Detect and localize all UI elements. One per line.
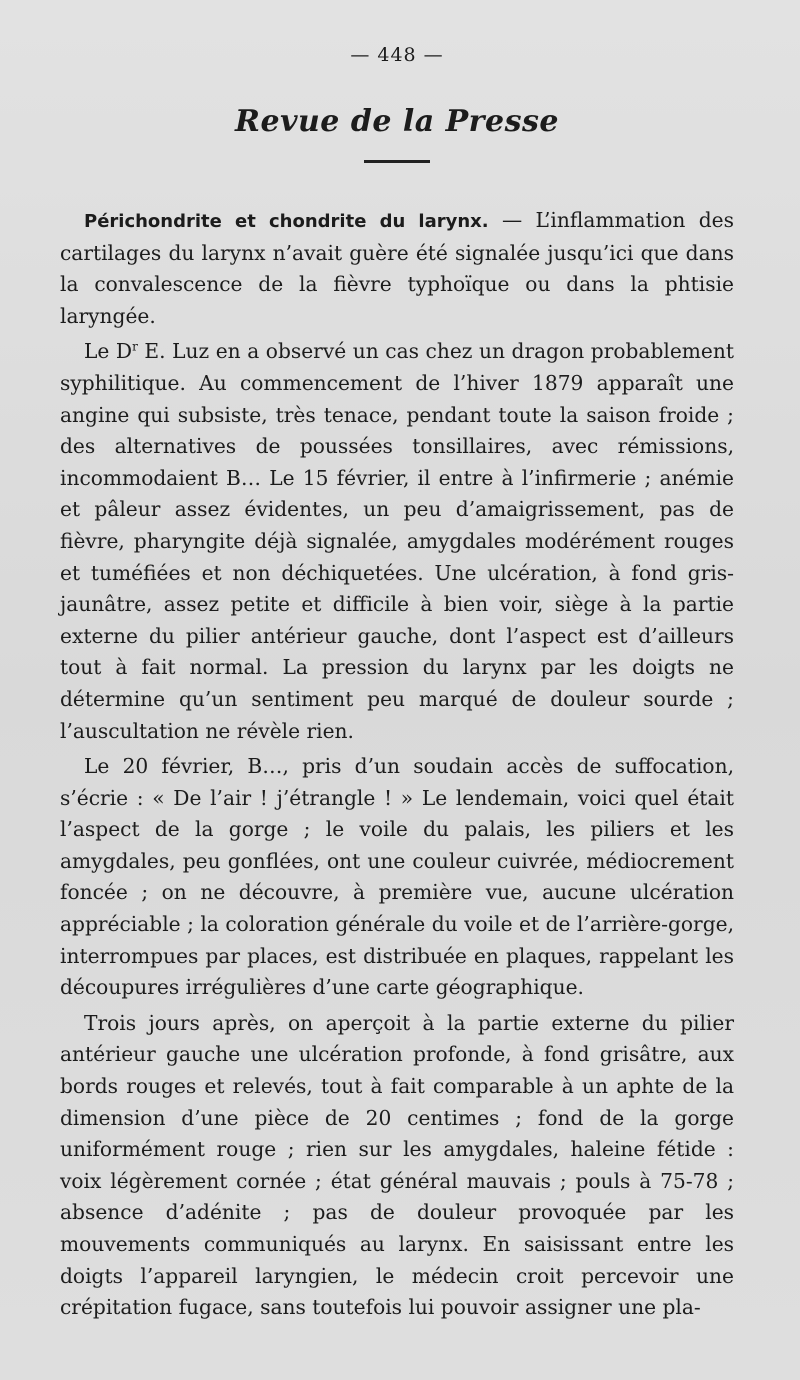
article-paragraph-4: Trois jours après, on aperçoit à la partie externe du pilier antérieur gauche une ulcération profonde, à fond grisâtre, aux bords rouges et relevés, tout à fait comparable à un aphte de la dimension d’une pièce de 20 centimes ; fond de la gorge uniformément rouge ; rien sur les amygdales, haleine fétide : voix légèrement cornée ; état général mauvais ; pouls à 75-78 ; absence d’adénite ; pas de douleur provoquée par les mouvements communiqués au larynx. En saisissant entre les doigts l’appareil laryngien, le médecin croit percevoir une crépitation fugace, sans toutefois lui pouvoir assigner une pla-	[60, 1010, 734, 1320]
article-heading: Périchondrite et chondrite du larynx.	[84, 211, 489, 232]
superscript: r	[132, 339, 138, 354]
paragraph-text: — L’inflammation des cartilages du larynx n’avait guère été signalée jusqu’ici que dans la convalescence de la fièvre typhoïque ou dans la phtisie laryngée.	[60, 208, 734, 328]
article-paragraph-2	[60, 336, 734, 747]
title-rule	[364, 160, 430, 163]
article-paragraph-3: Le 20 février, B…, pris d’un soudain accès de suffocation, s’écrie : « De l’air ! j’étrangle ! » Le lendemain, voici quel était l’aspect de la gorge ; le voile du palais, les piliers et les amygdales, peu gonflées, ont une couleur cuivrée, médiocrement foncée ; on ne découvre, à première vue, aucune ulcération appréciable ; la coloration générale du voile et de l’arrière-gorge, interrompues par places, est distribuée en plaques, rappelant les découpures irrégulières d’une carte géographique.	[60, 754, 734, 1000]
article-paragraph-1	[60, 205, 734, 332]
section-title: Revue de la Presse	[235, 104, 559, 139]
article-body	[60, 205, 734, 1324]
page-number: — 448 —	[350, 44, 444, 66]
paragraph-text-start: Le D	[84, 339, 133, 364]
paragraph-text: E. Luz en a observé un cas chez un dragon probablement syphilitique. Au commencement de l’hiver 1879 apparaît une angine qui subsiste, très tenace, pendant toute la saison froide ; des alternatives de poussées tonsillaires, avec rémissions, incommodaient B… Le 15 février, il entre à l’infirmerie ; anémie et pâleur assez évidentes, un peu d’amaigrissement, pas de fièvre, pharyngite déjà signalée, amygdales modérément rouges et tuméfiées et non déchiquetées. Une ulcération, à fond gris-jaunâtre, assez petite et difficile à bien voir, siège à la partie externe du pilier antérieur gauche, dont l’aspect est d’ailleurs tout à fait normal. La pression du larynx par les doigts ne détermine qu’un sentiment peu marqué de douleur sourde ; l’auscultation ne révèle rien.	[60, 339, 734, 743]
